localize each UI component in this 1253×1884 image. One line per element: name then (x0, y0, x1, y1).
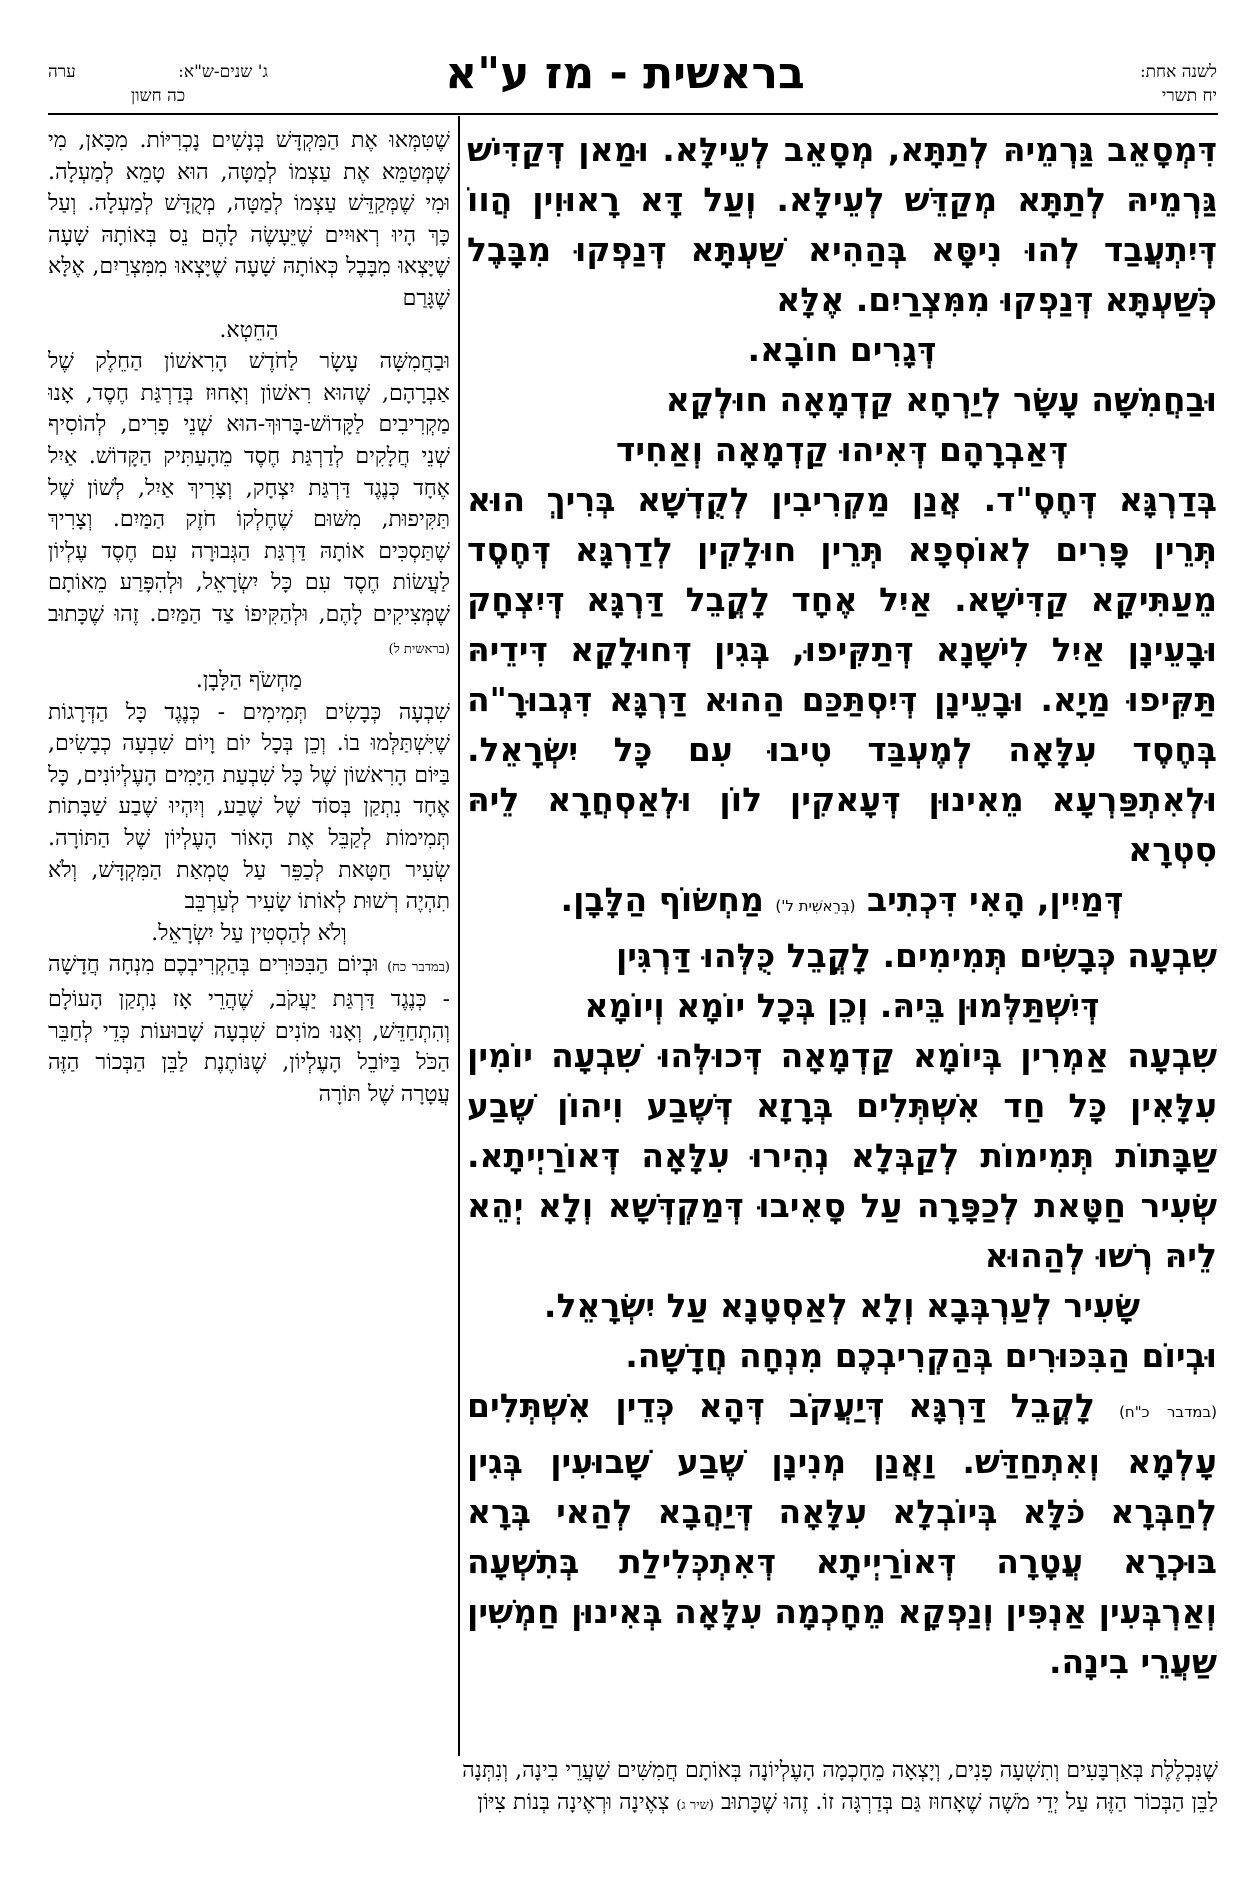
main-line-centered: שָׂעִיר לְעַרְבְּבָא וְלָא לְאַסְטָנָא עַל יִשְׂרָאֵל. (543, 1286, 1141, 1325)
main-paragraph: בְּדַרְגָּא דְּחֶסֶ"ד. אֲנַן מַקְרִיבִין לְקֻדְשָׁא בְּרִיךְ הוּא תְּרֵין פָּרִים לְאוֹסְפָא תְּרֵין חוּלָקִין לְדַרְגָּא דְּחֶסֶד מֵעַתִּיקָא קַדִּישָׁא. אַיִל אֶחָד לָקֳבֵל דַּרְגָּא דְּיִצְחָק וּבָעֵינָן אַיִל לִישָׁנָא דְּתַקִּיפוּ, בְּגִין דְּחוּלָקָא דִּידֵיהּ תַּקִּיפוּ מַיָא. וּבָעֵינָן דְּיִסְתַּכַּם הַהוּא דַּרְגָּא דִּגְבוּרָ"ה בְּחֶסֶד עִלָּאָה לְמֶעְבַּד טִיבוּ עִם כָּל יִשְׂרָאֵל. וּלְאִתְפַּרְעָא מֵאִינוּן דְּעָאקִין לוֹן וּלְאַסְחֲרָא לֵיהּ סִטְרָא (467, 480, 1217, 869)
source-reference: (בראשית ל) (388, 641, 450, 657)
zohar-main-text (467, 125, 1217, 1755)
source-reference: (במדבר כח) (387, 960, 450, 976)
header-yearly-schedule (1057, 60, 1217, 108)
column-divider (458, 116, 460, 1756)
main-paragraph: דִּמְסָאֵב גַּרְמֵיהּ לְתַתָּא, מְסָאֵב לְעֵילָּא. וּמַאן דְּקַדִּישׁ גַּרְמֵיהּ לְתַתָּא מְקַדֵּשׁ לְעֵילָּא. וְעַל דָּא רָאוּוִין הֲווֹ דְּיִתְעֲבַד לְהוּ נִיסָּא בְּהַהִיא שַׁעְתָּא דְּנַפְקוּ מִבָּבֶל כְּשַׁעְתָּא דְּנַפְקוּ מִמִּצְרַיִם. אֶלָּא (467, 130, 1217, 319)
translation-paragraph (48, 346, 450, 665)
translation-line-centered: מַחְשֹׂף הַלָּבָן. (195, 668, 303, 694)
main-paragraph-end: דְּגָרִים חוֹבָא. (747, 330, 937, 369)
main-paragraph-text: לָקֳבֵל דַּרְגָּא דְּיַעֲקֹב דְּהָא כְּדֵין אִשְׁתְּלִים עָלְמָא וְאִתְחַדַּשׁ. וַאֲנַן מְנִינָן שֶׁבַע שָׁבוּעִין בְּגִין לְחַבְּרָא כֹּלָּא בְּיוֹבְלָא עִלָּאָה דְּיַהֲבָא לְהַאי בְּרָא בּוּכְרָא עֲטָרָה דְּאוֹרַיְיתָא דְּאִתְכְּלִילַת בְּתִשְׁעָה וְאַרְבְּעִין אַנְפִּין וְנַפְקָא מֵחָכְמָה עִלָּאָה בְּאִינוּן חַמְשִׁין שַׁעֲרֵי בִינָה. (467, 1386, 1217, 1681)
translation-continuation (48, 1755, 1218, 1822)
main-line-centered (467, 875, 1217, 931)
header-three-year-label: ג' שנים-ש"א: (178, 62, 268, 82)
continuation-text: צְאֶינָה וּרְאֶינָה בְּנוֹת צִיּוֹן (477, 1790, 670, 1815)
translation-paragraph: שִׁבְעָה כְּבָשִׂים תְּמִימִים - כְּנֶגֶד כָּל הַדְּרָגוֹת שֶׁיִּשְׁתַּלְּמוּ בוֹ. וְכֵן בְּכָל יוֹם וָיוֹם שִׁבְעָה כְבָשִׂים, בַּיּוֹם הָרִאשׁוֹן שֶׁל כָּל שִׁבְעַת הַיָּמִים הָעֶלְיוֹנִים, כָּל אֶחָד נִתְקַן בְּסוֹד שֶׁל שֶׁבַע, וְיִהְיוּ שֶׁבַע שַׁבָּתוֹת תְּמִימוֹת לְקַבֵּל אֶת הָאוֹר הָעֶלְיוֹן שֶׁל הַתּוֹרָה. שְׂעִיר חַטָּאת לְכַפֵּר עַל טֻמְאַת הַמִּקְדָּשׁ, וְלֹא תִהְיֶה רְשׁוּת לְאוֹתוֹ שָׂעִיר לְעַרְבֵּב (48, 699, 450, 915)
main-paragraph (467, 1381, 1217, 1687)
source-reference: (בְּרֵאשִׁית ל') (775, 897, 856, 915)
continuation-text: לַבֵּן הַבְּכוֹר הַזֶּה עַל יְדֵי מֹשֶׁה שֶׁאָחוּז גַּם בְּדַרְגָּה זוֹ. זֶהוּ שֶׁכָּתוּב (720, 1790, 1218, 1815)
translation-text (48, 125, 450, 1755)
source-reference: (שיר ג) (676, 1798, 714, 1813)
main-line-centered: דְּאַבְרָהָם דְּאִיהוּ קַדְמָאָה וְאַחִיד (615, 430, 1069, 469)
main-paragraph: שִׁבְעָה אַמְרִין בְּיוֹמָא קַדְמָאָה דְּכוּלְּהוּ שִׁבְעָה יוֹמִין עִלָּאִין כָּל חַד אִשְׁתְּלִים בְּרָזָא דְּשֶׁבַע וִיהוֹן שֶׁבַע שַׁבָּתוֹת תְּמִימוֹת לְקַבְּלָא נְהִירוּ עִלָּאָה דְּאוֹרַיְיתָא. שְׂעִיר חַטָּאת לְכַפָּרָה עַל סָאִיבוּ דְּמַקְדְּשָׁא וְלָא יְהֵא לֵיהּ רְשׁוּ לְהַהוּא (467, 1036, 1217, 1275)
header-divider (48, 113, 1218, 115)
translation-paragraph-text: וּבַחֲמִשָּׁה עָשָׂר לַחֹדֶשׁ הָרִאשׁוֹן הַחֵלֶק שֶׁל אַבְרָהָם, שֶׁהוּא רִאשׁוֹן וְאָחוּז בְּדַרְגַּת חֶסֶד, אָנוּ מַקְרִיבִים לַקָּדוֹשׁ-בָּרוּךְ-הוּא שְׁנֵי פָרִים, לְהוֹסִיף שְׁנֵי חֲלָקִים לְדַרְגַּת חֶסֶד מֵהָעַתִּיק הַקָּדוֹשׁ. אַיִל אֶחָד כְּנֶגֶד דַּרְגַּת יִצְחָק, וְצָרִיךְ אַיִל, לְשׁוֹן שֶׁל תַּקִּיפוּת, מִשּׁוּם שֶׁחֶלְקוֹ חֹזֶק הַמַּיִם. וְצָרִיךְ שֶׁתַּסְכִּים אוֹתָהּ דַּרְגַּת הַגְּבוּרָה עִם חֶסֶד עֶלְיוֹן לַעֲשׂוֹת חֶסֶד עִם כָּל יִשְׂרָאֵל, וּלְהִפָּרַע מֵאוֹתָם שֶׁמְּצִיקִים לָהֶם, וּלְהַקִּיפוֹ צַד הַמַּיִם. זֶהוּ שֶׁכָּתוּב (48, 349, 450, 627)
translation-paragraph (48, 949, 450, 1110)
header-page-number: ערה (48, 62, 76, 82)
main-paragraph: וּבְיוֹם הַבִּכּוּרִים בְּהַקְרִיבְכֶם מִנְחָה חֲדָשָׁה. (625, 1336, 1217, 1375)
continuation-line: שֶׁנִּכְלֶלֶת בְּאַרְבָּעִים וְתִשְׁעָה פָנִים, וְיָצְאָה מֵחָכְמָה הָעֶלְיוֹנָה בְּאוֹתָם חֲמִשִּׁים שַׁעֲרֵי בִינָה, וְנִתְּנָה (462, 1758, 1218, 1783)
header-three-year-schedule (48, 60, 268, 108)
main-line-b: מַחְשׂוֹף הַלָּבָן. (560, 880, 764, 919)
translation-paragraph-end: הַחֵטְא. (219, 317, 279, 343)
header-one-year-date: יח תשרי (1161, 86, 1217, 106)
translation-paragraph: שֶׁטִּמְּאוּ אֶת הַמִּקְדָּשׁ בְּנָשִׁים נָכְרִיּוֹת. מִכָּאן, מִי שֶׁמְּטַמֵּא אֶת עַצְמוֹ לְמַטָּה, הוּא טָמֵא לְמַעְלָה. וּמִי שֶׁמְּקַדֵּשׁ עַצְמוֹ לְמַטָּה, מְקֻדָּשׁ לְמַעְלָה. וְעַל כָּךְ הָיוּ רְאוּיִים שֶׁיֵּעָשֶׂה לָהֶם נֵס בְּאוֹתָהּ שָׁעָה שֶׁיָּצְאוּ מִבָּבֶל כְּאוֹתָהּ שָׁעָה שֶׁיָּצְאוּ מִמִּצְרַיִם, אֶלָּא שֶׁגָּרַם (48, 128, 450, 311)
source-reference: (במדבר כ"ח) (1119, 1403, 1217, 1421)
main-paragraph: וּבַחֲמִשָּׁה עָשָׂר לְיַרְחָא קַדְמָאָה חוּלְקָא (665, 380, 1217, 419)
translation-paragraph-text: וּבְיוֹם הַבִּכּוּרִים בְּהַקְרִיבְכֶם מִנְחָה חֲדָשָׁה - כְּנֶגֶד דַּרְגַּת יַעֲקֹב, שֶׁהֲרֵי אָז נִתְקַן הָעוֹלָם וְהִתְחַדֵּשׁ, וְאָנוּ מוֹנִים שִׁבְעָה שָׁבוּעוֹת כְּדֵי לְחַבֵּר הַכֹּל בַּיּוֹבֵל הָעֶלְיוֹן, שֶׁנּוֹתֶנֶת לַבֵּן הַבְּכוֹר הַזֶּה עֲטָרָה שֶׁל תּוֹרָה (48, 952, 450, 1107)
header-one-year-label: לשנה אחת: (1139, 62, 1217, 82)
header-three-year-date: כה חשון (130, 86, 186, 106)
main-paragraph: שִׁבְעָה כְּבָשִׂים תְּמִימִים. לָקֳבֵל כֻּלְּהוּ דַּרְגִּין (615, 936, 1217, 975)
page-title: בראשית - מז ע"א (445, 48, 805, 99)
main-line-a: דְּמַיִין, הָאִי דִּכְתִיב (866, 880, 1124, 919)
continuation-line (48, 1787, 1218, 1822)
translation-line-centered: וְלֹא לְהַסְטִין עַל יִשְׂרָאֵל. (151, 920, 347, 946)
main-line-centered: דְּיִשְׁתַּלְּמוּן בֵּיהּ. וְכֵן בְּכָל יוֹמָא וְיוֹמָא (584, 986, 1100, 1025)
header-three-year-row (48, 60, 268, 84)
